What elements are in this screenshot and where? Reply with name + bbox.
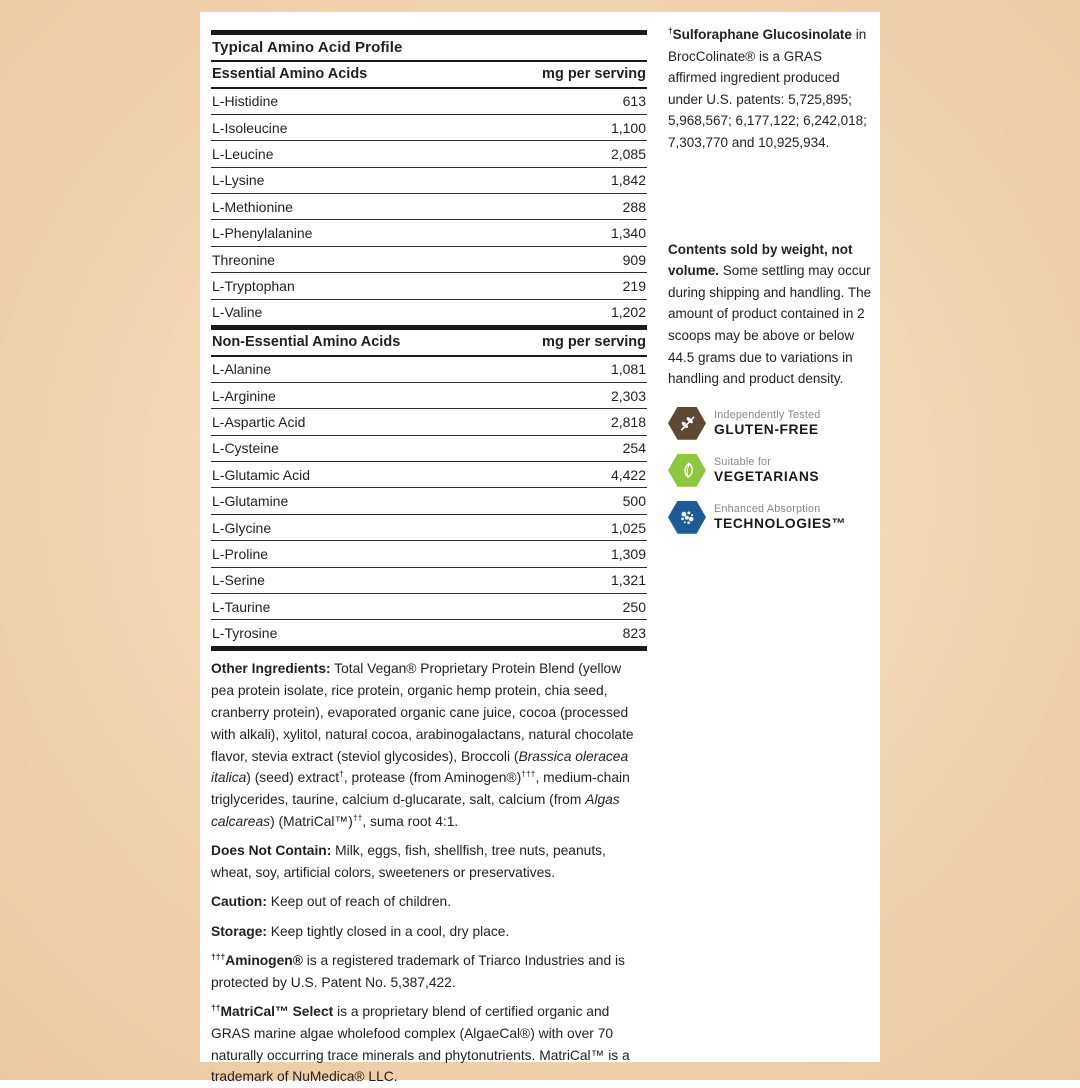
caution-paragraph: Caution: Keep out of reach of children. <box>211 894 452 910</box>
amino-value: 254 <box>622 440 646 457</box>
badge-title: TECHNOLOGIES™ <box>714 516 846 532</box>
matrical-trademark-paragraph: ††MatriCal™ Select is a proprietary blend of certified organic and GRAS marine algae wholefood complex (AlgaeCal®) with over 70 naturally occurring trace minerals and phytonutrients. MatriCal™ is a trademark of NuMedica® LLC. <box>211 1002 630 1085</box>
amino-name: L-Cysteine <box>212 440 279 457</box>
amino-value: 500 <box>622 493 646 510</box>
table-row <box>211 620 647 645</box>
badge-subtitle: Enhanced Absorption <box>714 503 821 516</box>
table-row <box>211 515 647 541</box>
amino-name: L-Histidine <box>212 93 279 110</box>
essential-rows <box>211 89 647 326</box>
amino-name: L-Glycine <box>212 519 272 536</box>
amino-value: 1,025 <box>610 519 646 536</box>
unit-header-label: mg per serving <box>542 66 646 82</box>
wheat-gluten-free-icon <box>668 407 706 440</box>
table-row <box>211 568 647 594</box>
table-row <box>211 488 647 514</box>
badge-subtitle: Independently Tested <box>714 409 821 422</box>
amino-name: L-Tryptophan <box>212 277 295 294</box>
non-essential-header-label: Non-Essential Amino Acids <box>212 334 401 351</box>
table-row <box>211 220 647 246</box>
badge-text <box>714 503 846 531</box>
amino-value: 1,321 <box>610 572 646 589</box>
amino-acid-profile-section <box>211 30 647 1088</box>
sold-by-weight-paragraph: Contents sold by weight, not volume. Some settling may occur during shipping and handling. The amount of product contained in 2 scoops may be above or below 44.5 grams due to variations in handling and product density. <box>668 241 872 387</box>
table-row <box>211 273 647 299</box>
amino-name: L-Valine <box>212 304 263 321</box>
essential-header-label: Essential Amino Acids <box>212 66 368 82</box>
aminogen-trademark-paragraph: †††Aminogen® is a registered trademark of Triarco Industries and is protected by U.S. Patent No. 5,387,422. <box>211 951 625 990</box>
amino-value: 2,085 <box>610 145 646 162</box>
amino-value: 1,100 <box>610 119 646 136</box>
amino-name: Threonine <box>212 251 276 268</box>
badge-subtitle: Suitable for <box>714 456 772 469</box>
table-row <box>211 247 647 273</box>
amino-name: L-Arginine <box>212 387 276 404</box>
essential-header-row <box>211 62 647 87</box>
does-not-contain-paragraph: Does Not Contain: Milk, eggs, fish, shellfish, tree nuts, peanuts, wheat, soy, artificial colors, sweeteners or preservatives. <box>211 843 606 880</box>
amino-value: 1,202 <box>610 304 646 321</box>
supplement-label-panel <box>200 12 880 1085</box>
amino-name: L-Leucine <box>212 145 274 162</box>
label-side-notes-section <box>668 24 874 548</box>
amino-value: 613 <box>622 93 646 110</box>
amino-value: 250 <box>622 598 646 615</box>
amino-value: 2,303 <box>610 387 646 404</box>
amino-value: 219 <box>622 277 646 294</box>
other-ingredients-paragraph: Other Ingredients: Total Vegan® Proprietary Protein Blend (yellow pea protein isolate, rice protein, organic hemp protein, chia seed, cranberry protein), evaporated organic cane juice, cocoa (processed with alkali), xylitol, natural cocoa, arabinogalactans, natural chocolate flavor, stevia extract (steviol glycosides), Broccoli (Brassica oleracea italica) (seed) extract†, protease (from Aminogen®)†††, medium-chain triglycerides, taurine, calcium d-glucarate, salt, calcium (from Algas calcareas) (MatriCal™)††, suma root 4:1. <box>211 661 634 829</box>
table-row <box>211 300 647 325</box>
amino-value: 288 <box>622 198 646 215</box>
amino-name: L-Isoleucine <box>212 119 288 136</box>
badge-title: GLUTEN-FREE <box>714 422 819 438</box>
molecule-dots-icon <box>668 501 706 534</box>
amino-value: 2,818 <box>610 413 646 430</box>
amino-name: L-Lysine <box>212 172 265 189</box>
badge-text <box>714 409 820 437</box>
amino-value: 823 <box>622 625 646 642</box>
table-row <box>211 194 647 220</box>
table-title: Typical Amino Acid Profile <box>212 39 403 56</box>
non-essential-rows <box>211 357 647 646</box>
sulforaphane-note-paragraph: †Sulforaphane Glucosinolate in BrocColinate® is a GRAS affirmed ingredient produced under U.S. patents: 5,725,895; 5,968,567; 6,177,122; 6,242,018; 7,303,770 and 10,925,934. <box>668 25 867 150</box>
certification-badges <box>668 407 874 534</box>
amino-name: L-Proline <box>212 545 269 562</box>
enhanced-absorption-badge <box>668 501 874 534</box>
amino-name: L-Serine <box>212 572 265 589</box>
table-row <box>211 409 647 435</box>
non-essential-header-row <box>211 330 647 355</box>
table-row <box>211 115 647 141</box>
table-row <box>211 541 647 567</box>
badge-title: VEGETARIANS <box>714 469 820 485</box>
table-row <box>211 436 647 462</box>
table-row <box>211 383 647 409</box>
amino-value: 4,422 <box>610 466 646 483</box>
divider-bottom-thick <box>211 646 647 651</box>
table-row <box>211 594 647 620</box>
amino-value: 1,340 <box>610 225 646 242</box>
badge-text <box>714 456 819 484</box>
amino-name: L-Glutamic Acid <box>212 466 311 483</box>
table-row <box>211 462 647 488</box>
table-row <box>211 357 647 383</box>
gluten-free-badge <box>668 407 874 440</box>
amino-name: L-Glutamine <box>212 493 289 510</box>
table-row <box>211 168 647 194</box>
amino-value: 1,842 <box>610 172 646 189</box>
table-row <box>211 89 647 115</box>
vegetarian-badge <box>668 454 874 487</box>
amino-name: L-Taurine <box>212 598 271 615</box>
amino-name: L-Phenylalanine <box>212 225 313 242</box>
unit-header-label: mg per serving <box>542 334 646 351</box>
amino-name: L-Methionine <box>212 198 293 215</box>
table-row <box>211 141 647 167</box>
leaf-vegetarian-icon <box>668 454 706 487</box>
amino-value: 909 <box>622 251 646 268</box>
amino-value: 1,309 <box>610 545 646 562</box>
amino-value: 1,081 <box>610 361 646 378</box>
amino-name: L-Aspartic Acid <box>212 413 306 430</box>
amino-name: L-Tyrosine <box>212 625 278 642</box>
storage-paragraph: Storage: Keep tightly closed in a cool, dry place. <box>211 923 510 939</box>
amino-name: L-Alanine <box>212 361 272 378</box>
